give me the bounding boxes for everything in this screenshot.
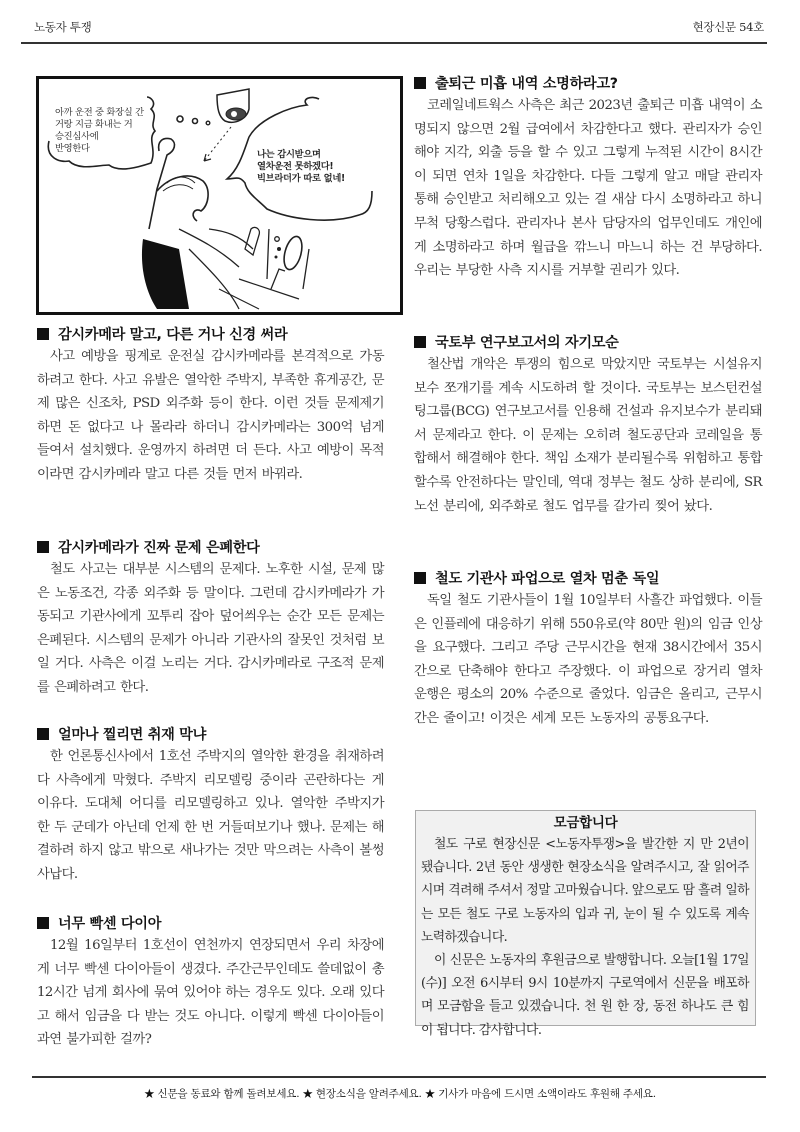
article-body: 12월 16일부터 1호선이 연천까지 연장되면서 우리 차장에게 너무 빡센 다이아들이 생겼다. 주간근무인데도 쓸데없이 총 12시간 넘게 회사에 묶여 있어야 하는 경우도 있다. 오래 있다고 해서 임금을 다 받는 것도 아니다. 이렇게 빡센 다이아들이 과연 불가피한 걸까?: [37, 938, 384, 1048]
black-square-icon: [37, 328, 49, 340]
speech-bubble-line: 열차운전 못하겠다!: [257, 161, 334, 172]
article-title: 너무 빡센 다이아: [37, 914, 384, 934]
fundraising-box: [415, 810, 756, 1038]
article-body: 독일 철도 기관사들이 1월 10일부터 사흘간 파업했다. 이들은 인플레에 대응하기 위해 550유로(약 80만 원)의 임금 인상을 요구했다. 그리고 주당 근무시간을 현재 38시간에서 35시간으로 단축해야 한다고 주장했다. 이 파업으로 장거리 열차 운행은 평소의 20% 수준으로 줄었다. 임금은 올리고, 근무시간은 줄이고! 이것은 세계 모든 노동자의 공통요구다.: [414, 593, 762, 726]
article-attendance-explanation: [414, 74, 762, 283]
article-blocked-coverage: [37, 725, 384, 887]
article-body: 철산법 개악은 투쟁의 힘으로 막았지만 국토부는 시설유지보수 쪼개기를 계속 시도하려 할 것이다. 국토부는 보스턴컨설팅그룹(BCG) 연구보고서를 인용해 건설과 유지보수가 분리돼서 문제라고 한다. 이 문제는 오히려 철도공단과 코레일을 통합해서 해결해야 한다. 책임 소재가 분리될수록 위험하고 통합할수록 안전하다는 말인데, 역대 정부는 철도 상하 분리에, SR 노선 분리에, 외주화로 철도 업무를 갈가리 찢어 놨다.: [414, 357, 762, 514]
article-title: 감시카메라가 진짜 문제 은폐한다: [37, 538, 384, 558]
speech-bubble-line: 빅브라더가 따로 없네!: [257, 173, 345, 184]
article-title: 얼마나 찔리면 취재 막냐: [37, 725, 384, 745]
left-column: [37, 0, 384, 1132]
thought-bubble-line: 아까 운전 중 화장실 간: [55, 107, 144, 118]
footer-slogan: ★ 신문을 동료와 함께 돌려보세요. ★ 현장소식을 알려주세요. ★ 기사가 마음에 드시면 소액이라도 후원해 주세요.: [144, 1088, 656, 1100]
article-title: 감시카메라 말고, 다른 거나 신경 써라: [37, 325, 384, 345]
fundraising-paragraph: 철도 구로 현장신문 <노동자투쟁>을 발간한 지 만 2년이 됐습니다. 2년 동안 생생한 현장소식을 알려주시고, 잘 읽어주시며 격려해 주셔서 정말 고마웠습니다. 앞으로도 땀 흘려 일하는 모든 철도 구로 노동자의 입과 귀, 눈이 될 수 있도록 계속 노력하겠습니다.: [421, 837, 749, 945]
article-body: 코레일네트웍스 사측은 최근 2023년 출퇴근 미흡 내역이 소명되지 않으면 2월 급여에서 차감한다고 했다. 관리자가 승인해야 지각, 외출 등을 할 수 있고 그렇게 누적된 시간이 8시간이 되면 연차 1일을 차감한다. 다들 그렇게 알고 매달 관리자 통해 승인받고 처리해오고 있는 걸 새삼 다시 소명하라고 하니 무척 당황스럽다. 관리자나 본사 담당자의 업무인데도 개인에게 소명하라고 하며 월급을 깎느니 마느니 하는 건 부당하다. 우리는 부당한 사측 지시를 거부할 권리가 있다.: [414, 98, 762, 279]
article-title: 출퇴근 미흡 내역 소명하라고?: [414, 74, 762, 94]
issue-number: 현장신문 54호: [692, 20, 764, 34]
speech-bubble-line: 나는 감시받으며: [257, 149, 321, 160]
article-body: 한 언론통신사에서 1호선 주박지의 열악한 환경을 취재하려다 사측에게 막혔다. 주박지 리모델링 중이라 곤란하다는 게 이유다. 도대체 어디를 리모델링하고 있나. 열악한 주박지가 한 두 군데가 아닌데 언제 한 번 거들떠보기나 했나. 문제는 해결하려 하지 않고 밖으로 새나가는 것만 막으려는 사측이 볼썽사납다.: [37, 749, 384, 882]
thought-bubble-line: 거랑 지금 화내는 거: [55, 119, 133, 130]
article-body: 철도 사고는 대부분 시스템의 문제다. 노후한 시설, 문제 많은 노동조건, 각종 외주화 등 말이다. 그런데 감시카메라가 가동되고 기관사에게 꼬투리 잡아 덮어씌우는 순간 모든 문제는 은폐된다. 시스템의 문제가 아니라 기관사의 잘못인 것처럼 보일 거다. 사측은 이걸 노리는 거다. 감시카메라로 구조적 문제를 은폐하려고 한다.: [37, 562, 384, 695]
black-square-icon: [414, 572, 426, 584]
footer-rule: [32, 1076, 766, 1078]
black-square-icon: [37, 917, 49, 929]
black-square-icon: [414, 336, 426, 348]
article-ministry-report: [414, 333, 762, 518]
article-title: 철도 기관사 파업으로 열차 멈춘 독일: [414, 569, 762, 589]
black-square-icon: [37, 541, 49, 553]
fundraising-title: 모금합니다: [553, 815, 618, 831]
thought-bubble-line: 반영한다: [55, 143, 90, 154]
article-camera-conceals-problems: [37, 538, 384, 700]
black-square-icon: [414, 77, 426, 89]
black-square-icon: [37, 728, 49, 740]
fundraising-paragraph: 이 신문은 노동자의 후원금으로 발행합니다. 오늘[1월 17일(수)] 오전 6시부터 9시 10분까지 구로역에서 신문을 배포하며 모금함을 들고 있겠습니다. 천 원 한 장, 동전 하나도 큰 힘이 됩니다. 감사합니다.: [421, 953, 749, 1038]
thought-bubble-line: 승진심사에: [55, 131, 99, 142]
article-body: 사고 예방을 핑계로 운전실 감시카메라를 본격적으로 가동하려고 한다. 사고 유발은 열악한 주박지, 부족한 휴게공간, 문제 많은 신조차, PSD 외주화 등이 한다. 이런 것들 문제제기 하면 돈 없다고 나 몰라라 하더니 감시카메라는 300억 넘게 들여서 설치했다. 운영까지 하려면 더 든다. 사고 예방이 목적이라면 감시카메라 말고 다른 것들 먼저 바꿔라.: [37, 349, 384, 482]
article-tough-schedule: [37, 914, 384, 1052]
article-title: 국토부 연구보고서의 자기모순: [414, 333, 762, 353]
publication-name: 노동자 투쟁: [34, 20, 92, 34]
article-german-strike: [414, 569, 762, 731]
article-surveillance-camera: [37, 325, 384, 487]
